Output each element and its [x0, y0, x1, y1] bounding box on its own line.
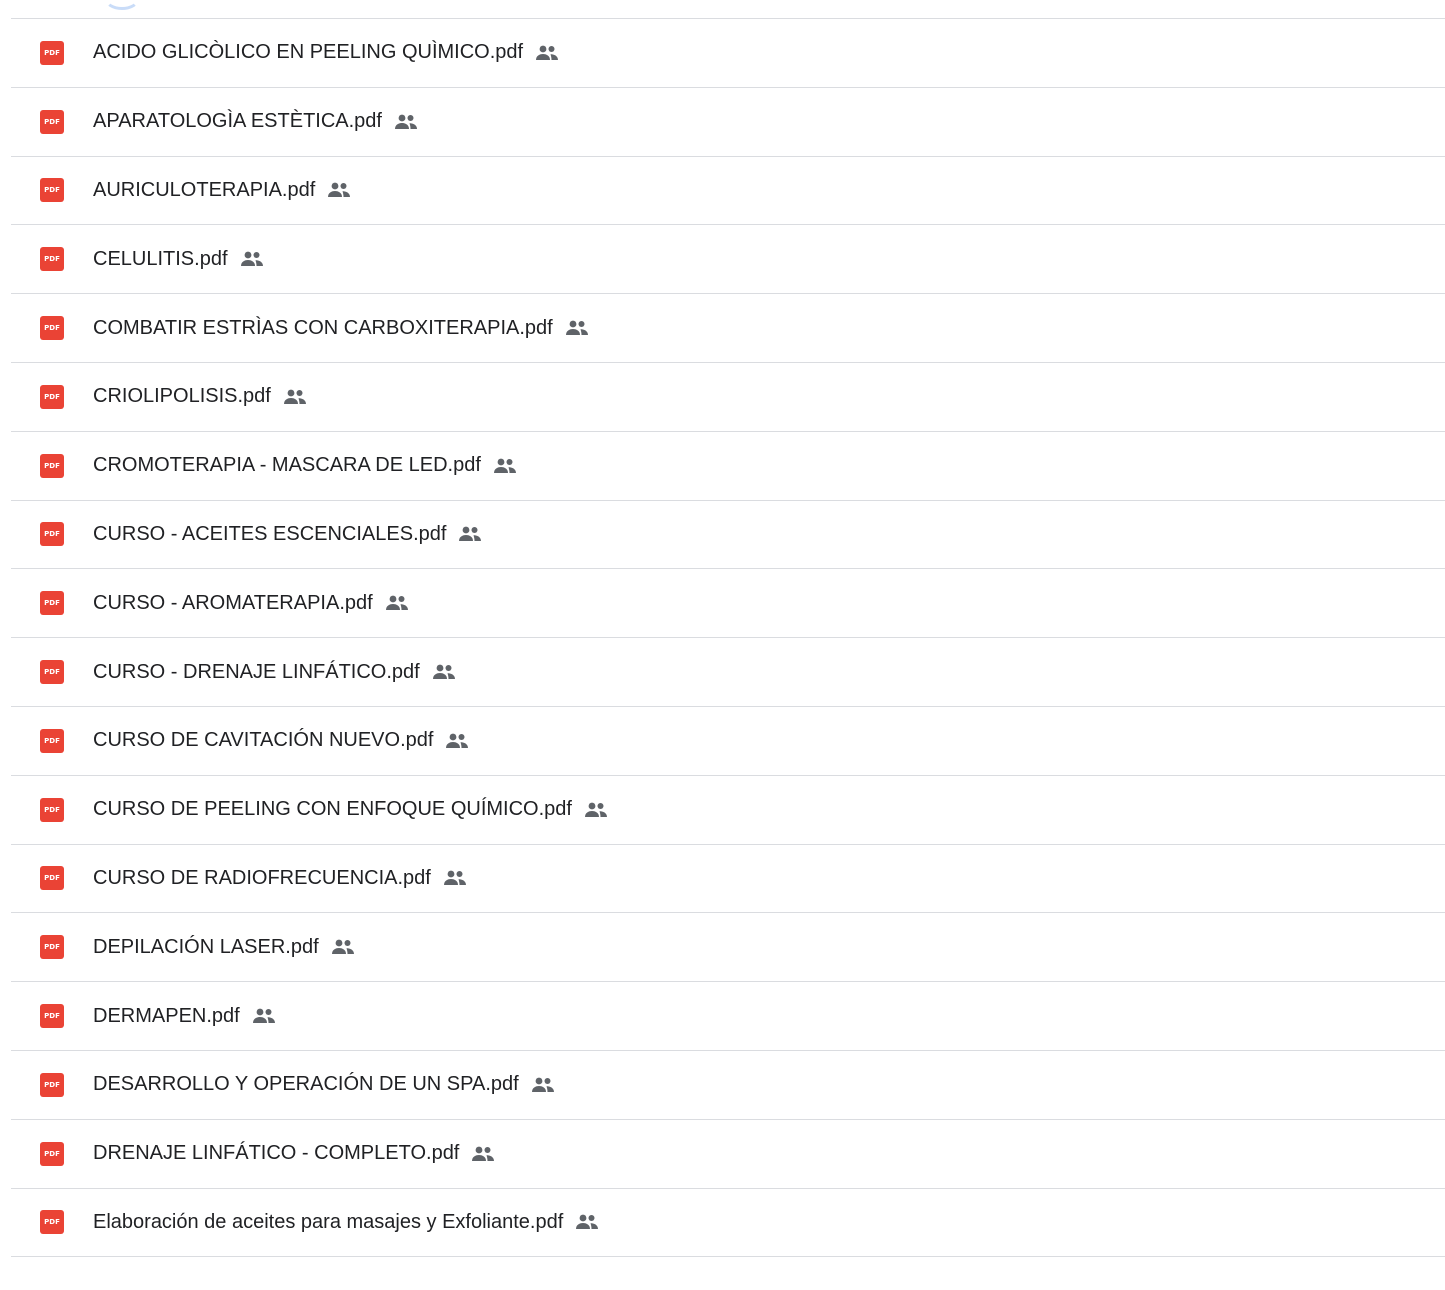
partial-avatar-icon — [104, 0, 140, 10]
pdf-icon: PDF — [40, 178, 64, 202]
people-icon — [394, 111, 420, 133]
file-name[interactable]: CELULITIS.pdf — [93, 247, 228, 270]
file-name[interactable]: Elaboración de aceites para masajes y Exfoliante.pdf — [93, 1210, 564, 1233]
file-row[interactable] — [11, 1051, 1445, 1120]
pdf-icon: PDF — [40, 1073, 64, 1097]
file-row[interactable] — [11, 501, 1445, 570]
file-row[interactable] — [11, 913, 1445, 982]
file-name[interactable]: CURSO - ACEITES ESCENCIALES.pdf — [93, 522, 447, 545]
file-name[interactable]: CURSO DE RADIOFRECUENCIA.pdf — [93, 866, 431, 889]
pdf-icon: PDF — [40, 247, 64, 271]
pdf-icon: PDF — [40, 1210, 64, 1234]
file-row[interactable] — [11, 569, 1445, 638]
pdf-icon: PDF — [40, 660, 64, 684]
people-icon — [535, 42, 561, 64]
file-name[interactable]: DRENAJE LINFÁTICO - COMPLETO.pdf — [93, 1142, 460, 1165]
file-name[interactable]: APARATOLOGÌA ESTÈTICA.pdf — [93, 110, 382, 133]
pdf-icon: PDF — [40, 591, 64, 615]
file-name[interactable]: DEPILACIÓN LASER.pdf — [93, 935, 319, 958]
file-row[interactable] — [11, 294, 1445, 363]
pdf-icon: PDF — [40, 729, 64, 753]
file-list — [11, 18, 1445, 1257]
pdf-icon: PDF — [40, 522, 64, 546]
file-row[interactable] — [11, 1120, 1445, 1189]
pdf-icon: PDF — [40, 41, 64, 65]
people-icon — [471, 1143, 497, 1165]
file-name[interactable]: COMBATIR ESTRÌAS CON CARBOXITERAPIA.pdf — [93, 316, 553, 339]
file-name[interactable]: CURSO DE PEELING CON ENFOQUE QUÍMICO.pdf — [93, 798, 572, 821]
people-icon — [385, 592, 411, 614]
file-name[interactable]: CURSO - DRENAJE LINFÁTICO.pdf — [93, 660, 420, 683]
file-row[interactable] — [11, 845, 1445, 914]
file-name[interactable]: CRIOLIPOLISIS.pdf — [93, 385, 271, 408]
pdf-icon: PDF — [40, 385, 64, 409]
people-icon — [575, 1211, 601, 1233]
file-row[interactable] — [11, 982, 1445, 1051]
file-name[interactable]: AURICULOTERAPIA.pdf — [93, 178, 316, 201]
pdf-icon: PDF — [40, 316, 64, 340]
pdf-icon: PDF — [40, 110, 64, 134]
file-row[interactable] — [11, 157, 1445, 226]
file-row[interactable] — [11, 1189, 1445, 1258]
file-name[interactable]: DESARROLLO Y OPERACIÓN DE UN SPA.pdf — [93, 1073, 519, 1096]
people-icon — [443, 867, 469, 889]
file-name[interactable]: CURSO - AROMATERAPIA.pdf — [93, 591, 373, 614]
people-icon — [327, 179, 353, 201]
file-row[interactable] — [11, 225, 1445, 294]
people-icon — [331, 936, 357, 958]
people-icon — [493, 455, 519, 477]
pdf-icon: PDF — [40, 866, 64, 890]
people-icon — [458, 523, 484, 545]
people-icon — [252, 1005, 278, 1027]
people-icon — [565, 317, 591, 339]
people-icon — [240, 248, 266, 270]
file-row[interactable] — [11, 19, 1445, 88]
people-icon — [283, 386, 309, 408]
file-row[interactable] — [11, 88, 1445, 157]
pdf-icon: PDF — [40, 935, 64, 959]
people-icon — [445, 730, 471, 752]
pdf-icon: PDF — [40, 798, 64, 822]
file-name[interactable]: DERMAPEN.pdf — [93, 1004, 240, 1027]
people-icon — [432, 661, 458, 683]
file-name[interactable]: CURSO DE CAVITACIÓN NUEVO.pdf — [93, 729, 434, 752]
people-icon — [584, 799, 610, 821]
file-row[interactable] — [11, 638, 1445, 707]
pdf-icon: PDF — [40, 1004, 64, 1028]
file-row[interactable] — [11, 776, 1445, 845]
file-row[interactable] — [11, 363, 1445, 432]
file-row[interactable] — [11, 432, 1445, 501]
file-name[interactable]: CROMOTERAPIA - MASCARA DE LED.pdf — [93, 454, 481, 477]
pdf-icon: PDF — [40, 1142, 64, 1166]
pdf-icon: PDF — [40, 454, 64, 478]
file-name[interactable]: ACIDO GLICÒLICO EN PEELING QUÌMICO.pdf — [93, 41, 524, 64]
file-row[interactable] — [11, 707, 1445, 776]
people-icon — [531, 1074, 557, 1096]
